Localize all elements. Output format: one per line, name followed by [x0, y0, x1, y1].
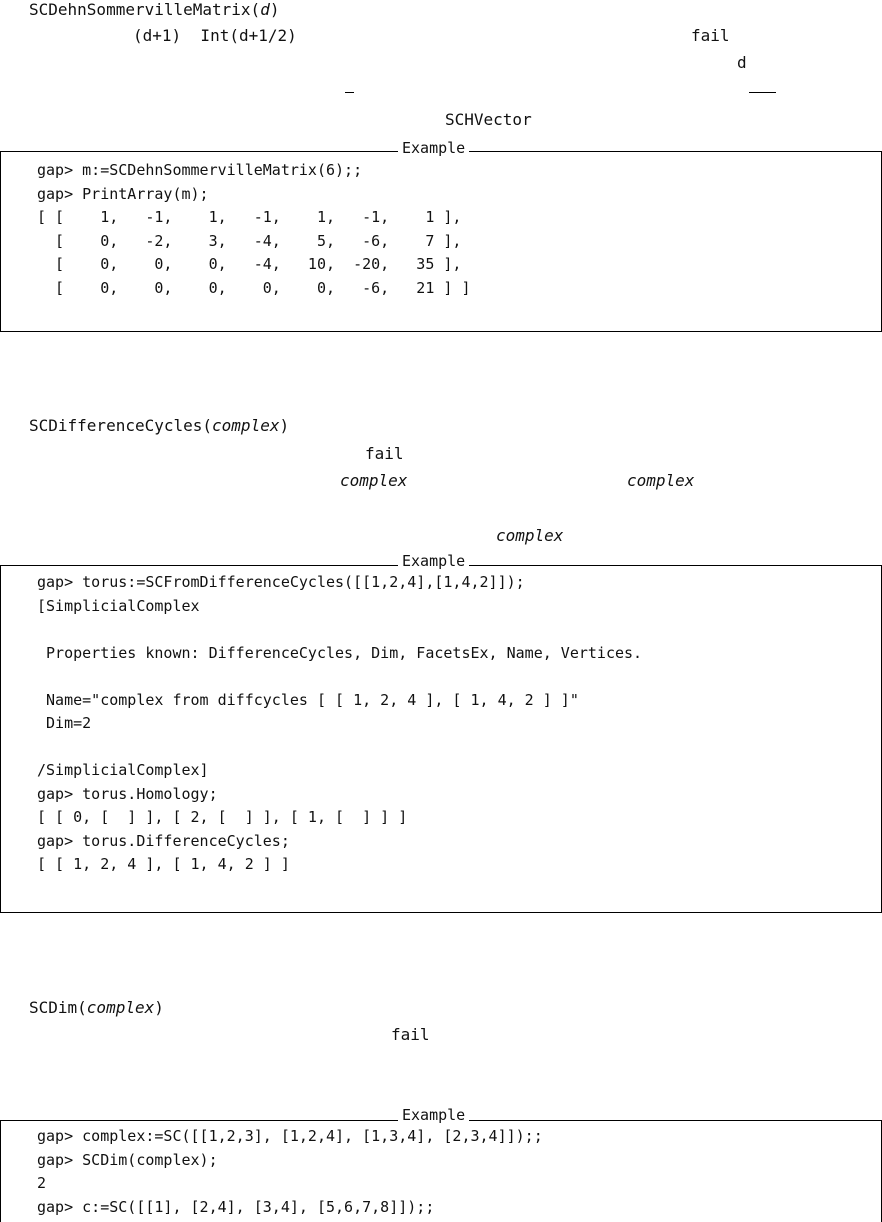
signature-name: SCDehnSommervilleMatrix(: [29, 0, 261, 19]
signature-arg: d: [260, 0, 270, 19]
text-fragment-dims: (d+1) Int(d+1/2): [133, 26, 297, 45]
code-line: Name="complex from diffcycles [ [ 1, 2, 4 ], [ 1, 4, 2 ] ]": [37, 690, 579, 709]
function-signature-difference-cycles: [29, 416, 289, 436]
example-label: Example: [398, 552, 469, 570]
code-line: gap> complex:=SC([[1,2,3], [1,2,4], [1,3,4], [2,3,4]]);;: [37, 1127, 543, 1145]
text-fragment-complex: complex: [627, 471, 695, 490]
example-label: Example: [398, 139, 469, 157]
code-line: [37, 618, 642, 642]
signature-name: SCDifferenceCycles(: [29, 416, 213, 435]
signature-arg: complex: [212, 416, 280, 435]
code-line: gap> torus.DifferenceCycles;: [37, 831, 290, 850]
text-fragment-fail: fail: [365, 444, 404, 463]
code-line: 2: [37, 1174, 47, 1192]
code-line: Dim=2: [37, 714, 92, 732]
signature-name: SCDim(: [29, 998, 87, 1017]
function-signature-dim: [29, 998, 164, 1018]
code-line: gap> c:=SC([[1], [2,4], [3,4], [5,6,7,8]]);;: [37, 1197, 435, 1216]
code-line: gap> PrintArray(m);: [37, 184, 209, 203]
code-line: [ [ 1, -1, 1, -1, 1, -1, 1 ],: [37, 208, 462, 226]
code-block: [37, 1125, 543, 1219]
text-fragment-schvector: SCHVector: [445, 110, 532, 129]
code-line: [ 0, 0, 0, 0, 0, -6, 21 ] ]: [37, 278, 471, 297]
code-line: gap> torus.Homology;: [37, 784, 218, 803]
overline-rule: [749, 92, 776, 93]
text-fragment-complex: complex: [340, 471, 408, 490]
code-line: [37, 736, 642, 760]
signature-close: ): [269, 0, 280, 19]
code-block: [37, 571, 642, 877]
code-line: [37, 665, 642, 689]
code-line: /SimplicialComplex]: [37, 761, 209, 779]
code-block: [37, 159, 470, 300]
code-line: Properties known: DifferenceCycles, Dim, FacetsEx, Name, Vertices.: [37, 643, 643, 662]
code-line: [SimplicialComplex: [37, 596, 200, 615]
text-fragment-d: d: [737, 53, 747, 72]
function-signature-dehn-sommerville: [29, 0, 279, 20]
example-label: Example: [398, 1106, 469, 1124]
text-fragment-complex: complex: [496, 526, 564, 545]
code-line: [ [ 1, 2, 4 ], [ 1, 4, 2 ] ]: [37, 855, 290, 873]
subscript-rule: [345, 92, 354, 93]
code-line: gap> SCDim(complex);: [37, 1150, 218, 1169]
signature-close: ): [154, 998, 164, 1017]
code-line: [ 0, -2, 3, -4, 5, -6, 7 ],: [37, 231, 462, 250]
code-line: gap> m:=SCDehnSommervilleMatrix(6);;: [37, 161, 363, 179]
code-line: [ 0, 0, 0, -4, 10, -20, 35 ],: [37, 255, 462, 273]
text-fragment-fail: fail: [391, 1025, 430, 1044]
signature-arg: complex: [86, 998, 155, 1017]
signature-close: ): [279, 416, 290, 435]
code-line: gap> torus:=SCFromDifferenceCycles([[1,2,4],[1,4,2]]);: [37, 573, 525, 591]
code-line: [ [ 0, [ ] ], [ 2, [ ] ], [ 1, [ ] ] ]: [37, 808, 408, 826]
text-fragment-fail: fail: [691, 26, 730, 45]
